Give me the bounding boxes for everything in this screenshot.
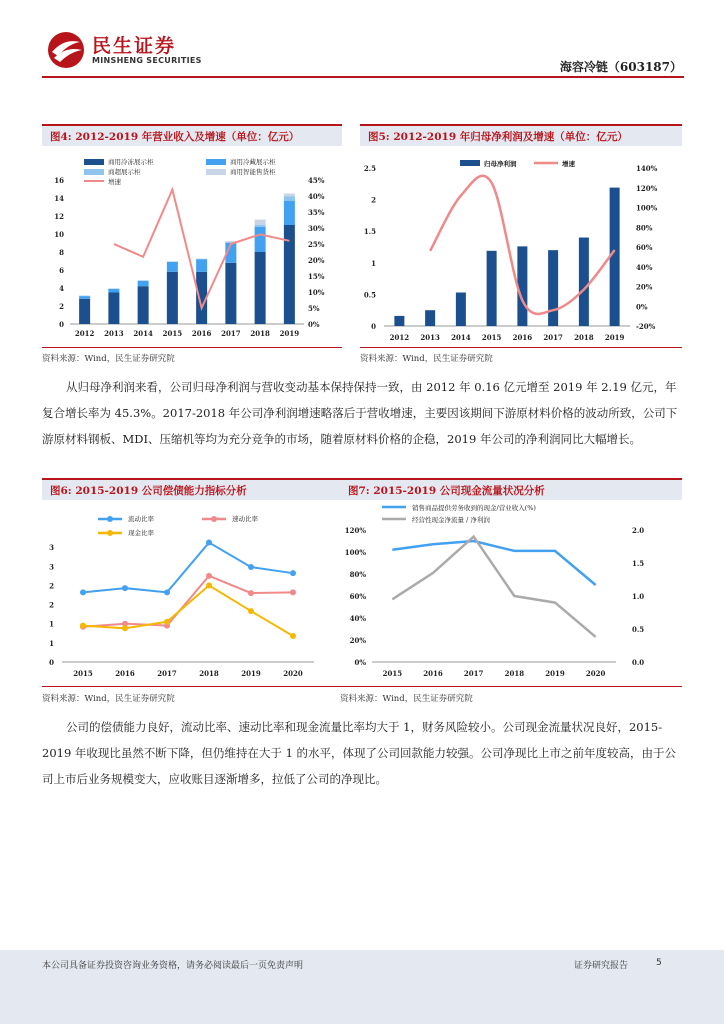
- fig7-y2tick: 0.0: [632, 658, 645, 667]
- fig6-ytick: 1: [49, 619, 54, 629]
- fig6-point-2: [206, 582, 212, 588]
- fig4-bar-0: [138, 286, 149, 324]
- fig6-point-1: [248, 590, 254, 596]
- fig5-source-line: [360, 347, 682, 348]
- fig6-point-0: [248, 564, 254, 570]
- fig6-legend-1-label: 速动比率: [232, 515, 258, 523]
- fig4-bar-0: [79, 299, 90, 324]
- fig5-y2tick: 0%: [636, 302, 648, 312]
- fig5-bar: [425, 310, 435, 326]
- paragraph-solvency-text: 公司的偿债能力良好，流动比率、速动比率和现金流量比率均大于 1，财务风险较小。公司现金流量状况良好，2015-2019 年收现比虽然不断下降，但仍维持在大于 1 的水平，体现了公司回款能力较强。公司净现比上市之前年度较高，由于公司上市后业务规模变大，应收账目逐渐增多，拉低了公司的净现比。: [42, 720, 677, 786]
- header-divider: [42, 76, 684, 78]
- fig5-xtick: 2015: [481, 333, 502, 342]
- fig6-series-line-1: [83, 576, 293, 627]
- fig6-xtick: 2017: [157, 669, 177, 678]
- fig5-bar: [487, 251, 497, 326]
- fig5-y2tick: 120%: [636, 183, 658, 193]
- fig7-source: 资料来源：Wind，民生证券研究院: [340, 694, 473, 704]
- fig5-legend-0-swatch: [460, 160, 480, 166]
- fig6-legend-0-label: 流动比率: [128, 515, 154, 523]
- fig7-y2tick: 1.0: [632, 592, 645, 601]
- fig4-y2tick: 25%: [308, 240, 325, 249]
- fig6-point-2: [164, 619, 170, 625]
- fig4-legend-3-swatch: [206, 169, 226, 175]
- fig7-chart: [340, 500, 682, 684]
- fig4-y2tick: 35%: [308, 208, 325, 217]
- fig5-xtick: 2016: [512, 333, 533, 342]
- fig6-ytick: 1: [49, 638, 54, 648]
- fig7-xtick: 2015: [382, 669, 403, 678]
- fig6-ytick: 0: [49, 658, 54, 667]
- fig5-ytick: 2: [371, 195, 376, 205]
- fig4-xtick: 2017: [221, 329, 241, 338]
- fig7-ytick: 80%: [349, 570, 366, 579]
- fig4-legend-line-label: 增速: [108, 178, 121, 186]
- fig7-xtick: 2018: [504, 669, 525, 678]
- page-number: 5: [656, 958, 662, 968]
- fig5-y2tick: 20%: [636, 282, 653, 292]
- fig4-legend-1-label: 商用冷藏展示柜: [230, 158, 276, 166]
- fig5-ytick: 2.5: [363, 164, 376, 173]
- fig4-xtick: 2013: [104, 329, 124, 338]
- fig4-ytick: 8: [59, 248, 64, 257]
- fig6-source: 资料来源：Wind，民生证券研究院: [42, 694, 175, 704]
- fig7-ytick: 100%: [344, 548, 366, 557]
- fig7-series-line-1: [392, 537, 595, 637]
- fig6-xtick: 2016: [115, 669, 135, 678]
- fig7-title: 图7: 2015-2019 公司现金流量状况分析: [340, 478, 682, 500]
- fig4-bar-0: [167, 272, 178, 324]
- fig5-ytick: 1: [371, 258, 376, 268]
- fig6-legend-2-label: 现金比率: [128, 529, 154, 537]
- fig5-xtick: 2017: [543, 333, 563, 342]
- fig5-y2tick: -20%: [636, 322, 656, 331]
- fig5-bar: [548, 250, 558, 326]
- fig4-y2tick: 20%: [308, 256, 325, 265]
- fig5-bar: [456, 293, 466, 326]
- fig4-bar-1: [167, 262, 178, 272]
- fig6-point-0: [80, 589, 86, 595]
- fig7-xtick: 2016: [423, 669, 443, 678]
- fig4-xtick: 2019: [279, 329, 300, 338]
- fig4-source-line: [42, 347, 342, 348]
- fig7-ytick: 60%: [349, 592, 366, 601]
- fig4-legend-0-swatch: [84, 159, 104, 165]
- fig4-xtick: 2015: [162, 329, 183, 338]
- fig6-point-1: [206, 573, 212, 579]
- fig7-source-line: [340, 686, 682, 687]
- fig5-xtick: 2012: [389, 333, 410, 342]
- fig4-ytick: 12: [54, 212, 64, 221]
- fig7-ytick: 40%: [349, 614, 366, 623]
- fig6-source-line: [42, 686, 342, 687]
- fig4-y2tick: 40%: [308, 192, 325, 201]
- fig5-xtick: 2018: [574, 333, 594, 342]
- fig6-point-1: [290, 589, 296, 595]
- fig4-legend-1-swatch: [206, 159, 226, 165]
- fig4-bar-2: [284, 196, 295, 201]
- fig4-y2tick: 5%: [308, 304, 320, 313]
- fig4-ytick: 16: [54, 176, 64, 185]
- company-ticker: 海容冷链（603187）: [559, 60, 682, 74]
- logo-text: 民生证券: [92, 35, 177, 57]
- fig5-y2tick: 100%: [636, 203, 658, 213]
- fig5-ytick: 1.5: [363, 227, 376, 237]
- fig4-title: 图4: 2012-2019 年营业收入及增速（单位：亿元）: [42, 124, 342, 146]
- fig5-xtick: 2019: [604, 333, 625, 342]
- fig5-bar: [394, 316, 404, 326]
- fig4-y2tick: 0%: [308, 320, 320, 329]
- fig7-y2tick: 2.0: [632, 526, 645, 535]
- fig7-y2tick: 0.5: [632, 625, 645, 634]
- paragraph-profit-text: 从归母净利润来看，公司归母净利润与营收变动基本保持保持一致，由 2012 年 0.16 亿元增至 2019 年 2.19 亿元，年复合增长率为 45.3%。2017-2018 年公司净利润增速略落后于营收增速，主要因该期间下游原材料价格的波动所致，公司下游原材料钢板、MDI、压缩机等均为充分竞争的市场，随着原材料价格的企稳，2019 年公司的净利润同比大幅增长。: [42, 380, 678, 446]
- fig4-xtick: 2014: [133, 329, 153, 338]
- fig4-bar-0: [255, 252, 266, 324]
- fig4-ytick: 2: [59, 302, 64, 311]
- fig6-point-0: [290, 570, 296, 576]
- fig4-bar-0: [108, 293, 119, 325]
- fig4-y2tick: 15%: [308, 272, 325, 281]
- fig7-xtick: 2020: [585, 669, 606, 678]
- fig6-xtick: 2020: [283, 669, 303, 678]
- fig4-bar-2: [255, 225, 266, 227]
- fig5-title: 图5: 2012-2019 年归母净利润及增速（单位：亿元）: [360, 124, 682, 146]
- fig5-chart: [360, 150, 682, 345]
- fig5-y2tick: 40%: [636, 262, 653, 272]
- fig5-ytick: 0.5: [363, 290, 376, 300]
- fig7-ytick: 0%: [354, 658, 366, 667]
- fig4-bar-1: [138, 281, 149, 286]
- fig6-series-line-0: [83, 543, 293, 593]
- fig4-y2tick: 30%: [308, 224, 325, 233]
- fig6-point-2: [290, 633, 296, 639]
- fig5-bar: [579, 238, 589, 326]
- fig5-y2tick: 140%: [636, 164, 658, 173]
- fig6-point-2: [80, 623, 86, 629]
- fig6-chart: [42, 504, 342, 684]
- fig5-y2tick: 80%: [636, 223, 653, 233]
- footer-report-type: 证券研究报告: [574, 961, 629, 971]
- fig6-point-0: [122, 585, 128, 591]
- fig4-xtick: 2012: [74, 329, 95, 338]
- fig6-legend-0-marker: [107, 516, 113, 522]
- fig4-bar-1: [255, 227, 266, 252]
- footer-disclaimer: 本公司具备证券投资咨询业务资格，请务必阅读最后一页免责声明: [42, 961, 304, 971]
- fig4-bar-1: [79, 296, 90, 299]
- fig4-bar-1: [108, 289, 119, 293]
- fig4-legend-3-label: 商用智能售货柜: [230, 168, 276, 176]
- fig4-source: 资料来源：Wind，民生证券研究院: [42, 354, 175, 364]
- fig4-chart: [42, 150, 342, 345]
- fig4-bar-3: [284, 194, 295, 197]
- fig6-ytick: 3: [49, 562, 54, 572]
- fig4-legend-2-label: 商超展示柜: [108, 168, 141, 176]
- fig4-bar-1: [196, 259, 207, 272]
- fig4-y2tick: 10%: [308, 288, 325, 297]
- fig5-xtick: 2013: [420, 333, 440, 342]
- fig7-y2tick: 1.5: [632, 559, 645, 568]
- fig5-legend-1-label: 增速: [562, 160, 575, 168]
- fig4-xtick: 2018: [250, 329, 270, 338]
- fig6-legend-1-marker: [211, 516, 217, 522]
- fig7-ytick: 120%: [344, 526, 366, 535]
- fig4-bar-1: [284, 201, 295, 225]
- fig6-legend-2-marker: [107, 530, 113, 536]
- fig7-xtick: 2019: [545, 669, 565, 678]
- fig4-legend-0-label: 商用冷冻展示柜: [108, 158, 154, 166]
- fig5-legend-0-label: 归母净利润: [484, 160, 517, 168]
- fig6-xtick: 2015: [73, 669, 93, 678]
- fig5-ytick: 0: [371, 322, 376, 331]
- fig7-xtick: 2017: [463, 669, 484, 678]
- fig4-ytick: 0: [59, 320, 64, 329]
- fig7-ytick: 20%: [349, 636, 366, 645]
- fig4-ytick: 10: [54, 230, 64, 239]
- logo-subtext: MINSHENG SECURITIES: [92, 56, 202, 65]
- fig5-xtick: 2014: [451, 333, 471, 342]
- fig6-title: 图6: 2015-2019 公司偿债能力指标分析: [42, 478, 342, 500]
- paragraph-profit: [42, 374, 682, 452]
- fig4-legend-2-swatch: [84, 169, 104, 175]
- fig7-legend-0-label: 销售商品提供劳务收到的现金/营业收入(%): [412, 504, 536, 512]
- fig6-point-2: [122, 625, 128, 631]
- fig5-y2tick: 60%: [636, 243, 653, 252]
- fig6-point-0: [164, 589, 170, 595]
- fig6-point-0: [206, 540, 212, 546]
- fig7-legend-1-label: 经营性现金净流量 / 净利润: [412, 516, 490, 524]
- fig4-ytick: 14: [54, 194, 64, 203]
- fig4-y2tick: 45%: [308, 176, 325, 185]
- fig6-ytick: 2: [49, 600, 54, 610]
- fig6-xtick: 2019: [241, 669, 261, 678]
- fig6-point-2: [248, 608, 254, 614]
- fig4-ytick: 6: [59, 266, 64, 275]
- fig4-xtick: 2016: [191, 329, 212, 338]
- fig4-bar-0: [225, 263, 236, 324]
- paragraph-solvency: [42, 714, 682, 792]
- minsheng-logo-icon: [44, 30, 88, 70]
- fig6-xtick: 2018: [199, 669, 219, 678]
- fig6-ytick: 3: [49, 543, 54, 553]
- fig4-bar-3: [255, 220, 266, 225]
- fig6-ytick: 2: [49, 581, 54, 591]
- fig5-source: 资料来源：Wind，民生证券研究院: [360, 354, 493, 364]
- fig4-ytick: 4: [59, 284, 64, 293]
